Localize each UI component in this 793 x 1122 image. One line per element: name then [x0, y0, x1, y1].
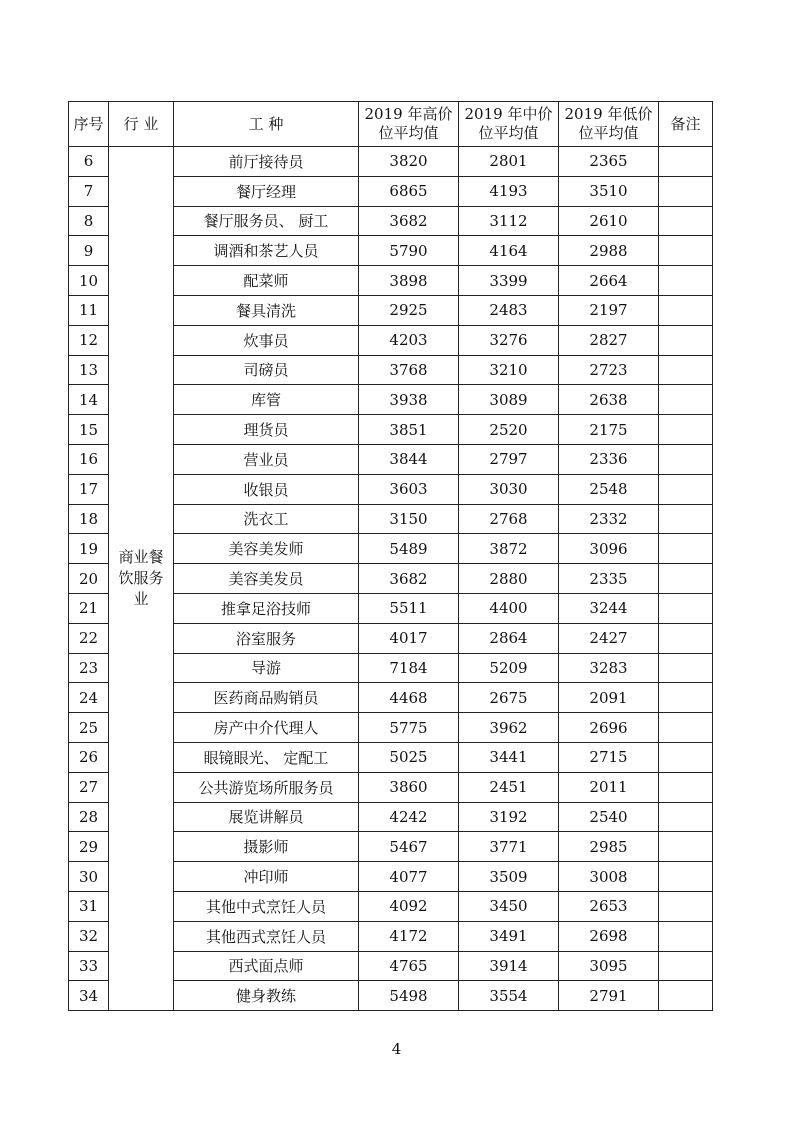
- cell-mid: 3089: [459, 385, 559, 415]
- cell-note: [659, 683, 713, 713]
- cell-mid: 3962: [459, 713, 559, 743]
- cell-mid: 2451: [459, 772, 559, 802]
- cell-high: 4468: [359, 683, 459, 713]
- cell-mid: 3192: [459, 802, 559, 832]
- cell-industry: 商业餐饮服务业: [109, 147, 174, 1011]
- cell-note: [659, 504, 713, 534]
- cell-note: [659, 862, 713, 892]
- cell-mid: 3554: [459, 981, 559, 1011]
- cell-low: 2091: [559, 683, 659, 713]
- cell-seq: 22: [69, 623, 109, 653]
- cell-seq: 29: [69, 832, 109, 862]
- cell-low: 2175: [559, 415, 659, 445]
- cell-seq: 10: [69, 266, 109, 296]
- cell-high: 3844: [359, 444, 459, 474]
- cell-job: 其他中式烹饪人员: [174, 891, 359, 921]
- cell-job: 医药商品购销员: [174, 683, 359, 713]
- cell-low: 2791: [559, 981, 659, 1011]
- header-low: 2019 年低价位平均值: [559, 102, 659, 147]
- page-number: 4: [391, 1040, 402, 1058]
- cell-low: 2988: [559, 236, 659, 266]
- cell-high: 5790: [359, 236, 459, 266]
- cell-job: 理货员: [174, 415, 359, 445]
- cell-job: 前厅接待员: [174, 147, 359, 177]
- cell-high: 4077: [359, 862, 459, 892]
- cell-note: [659, 713, 713, 743]
- cell-note: [659, 832, 713, 862]
- cell-seq: 9: [69, 236, 109, 266]
- cell-mid: 3914: [459, 951, 559, 981]
- cell-note: [659, 355, 713, 385]
- cell-seq: 13: [69, 355, 109, 385]
- cell-seq: 11: [69, 295, 109, 325]
- cell-low: 2827: [559, 325, 659, 355]
- cell-low: 3008: [559, 862, 659, 892]
- cell-high: 3150: [359, 504, 459, 534]
- cell-low: 2332: [559, 504, 659, 534]
- cell-seq: 20: [69, 564, 109, 594]
- cell-high: 3682: [359, 564, 459, 594]
- cell-seq: 16: [69, 444, 109, 474]
- cell-mid: 4400: [459, 593, 559, 623]
- cell-high: 4017: [359, 623, 459, 653]
- cell-high: 5025: [359, 742, 459, 772]
- cell-low: 2197: [559, 295, 659, 325]
- cell-seq: 8: [69, 206, 109, 236]
- cell-mid: 2801: [459, 147, 559, 177]
- table-body: [69, 147, 713, 1011]
- cell-job: 美容美发员: [174, 564, 359, 594]
- cell-mid: 2768: [459, 504, 559, 534]
- cell-mid: 3771: [459, 832, 559, 862]
- header-high: 2019 年高价位平均值: [359, 102, 459, 147]
- cell-mid: 2675: [459, 683, 559, 713]
- cell-note: [659, 266, 713, 296]
- cell-job: 司磅员: [174, 355, 359, 385]
- cell-mid: 3030: [459, 474, 559, 504]
- cell-seq: 26: [69, 742, 109, 772]
- cell-high: 5467: [359, 832, 459, 862]
- cell-mid: 3450: [459, 891, 559, 921]
- cell-mid: 2520: [459, 415, 559, 445]
- header-note: 备注: [659, 102, 713, 147]
- cell-job: 营业员: [174, 444, 359, 474]
- cell-note: [659, 564, 713, 594]
- cell-low: 3096: [559, 534, 659, 564]
- cell-job: 收银员: [174, 474, 359, 504]
- cell-note: [659, 772, 713, 802]
- cell-job: 导游: [174, 653, 359, 683]
- cell-mid: 2880: [459, 564, 559, 594]
- cell-mid: 3872: [459, 534, 559, 564]
- cell-mid: 3491: [459, 921, 559, 951]
- cell-seq: 34: [69, 981, 109, 1011]
- cell-low: 2335: [559, 564, 659, 594]
- cell-note: [659, 802, 713, 832]
- cell-note: [659, 236, 713, 266]
- cell-low: 3095: [559, 951, 659, 981]
- header-job: 工 种: [174, 102, 359, 147]
- header-industry: 行 业: [109, 102, 174, 147]
- cell-seq: 15: [69, 415, 109, 445]
- cell-seq: 14: [69, 385, 109, 415]
- cell-high: 4172: [359, 921, 459, 951]
- cell-note: [659, 653, 713, 683]
- cell-job: 餐厅经理: [174, 176, 359, 206]
- cell-high: 3603: [359, 474, 459, 504]
- cell-mid: 3112: [459, 206, 559, 236]
- cell-note: [659, 474, 713, 504]
- cell-job: 推拿足浴技师: [174, 593, 359, 623]
- cell-seq: 31: [69, 891, 109, 921]
- cell-job: 公共游览场所服务员: [174, 772, 359, 802]
- cell-low: 3283: [559, 653, 659, 683]
- cell-note: [659, 206, 713, 236]
- cell-note: [659, 325, 713, 355]
- cell-job: 眼镜眼光、 定配工: [174, 742, 359, 772]
- cell-low: 2698: [559, 921, 659, 951]
- wage-table: [68, 101, 713, 1011]
- cell-note: [659, 951, 713, 981]
- cell-low: 2653: [559, 891, 659, 921]
- cell-seq: 25: [69, 713, 109, 743]
- cell-job: 洗衣工: [174, 504, 359, 534]
- cell-high: 5498: [359, 981, 459, 1011]
- cell-note: [659, 981, 713, 1011]
- cell-low: 3244: [559, 593, 659, 623]
- cell-job: 其他西式烹饪人员: [174, 921, 359, 951]
- cell-seq: 23: [69, 653, 109, 683]
- cell-seq: 19: [69, 534, 109, 564]
- cell-mid: 4164: [459, 236, 559, 266]
- cell-seq: 12: [69, 325, 109, 355]
- cell-high: 4765: [359, 951, 459, 981]
- cell-note: [659, 385, 713, 415]
- cell-seq: 7: [69, 176, 109, 206]
- cell-job: 餐厅服务员、 厨工: [174, 206, 359, 236]
- cell-high: 3860: [359, 772, 459, 802]
- cell-low: 2610: [559, 206, 659, 236]
- cell-high: 4203: [359, 325, 459, 355]
- cell-seq: 33: [69, 951, 109, 981]
- cell-low: 2723: [559, 355, 659, 385]
- cell-high: 3851: [359, 415, 459, 445]
- cell-high: 4092: [359, 891, 459, 921]
- cell-job: 摄影师: [174, 832, 359, 862]
- cell-note: [659, 176, 713, 206]
- cell-note: [659, 534, 713, 564]
- cell-mid: 3276: [459, 325, 559, 355]
- cell-low: 3510: [559, 176, 659, 206]
- cell-seq: 24: [69, 683, 109, 713]
- cell-low: 2427: [559, 623, 659, 653]
- cell-note: [659, 921, 713, 951]
- cell-note: [659, 891, 713, 921]
- cell-job: 调酒和茶艺人员: [174, 236, 359, 266]
- cell-high: 3938: [359, 385, 459, 415]
- cell-high: 4242: [359, 802, 459, 832]
- cell-mid: 3441: [459, 742, 559, 772]
- cell-high: 3682: [359, 206, 459, 236]
- cell-mid: 2864: [459, 623, 559, 653]
- header-row: [69, 102, 713, 147]
- cell-seq: 27: [69, 772, 109, 802]
- cell-seq: 21: [69, 593, 109, 623]
- cell-high: 7184: [359, 653, 459, 683]
- cell-note: [659, 295, 713, 325]
- cell-note: [659, 742, 713, 772]
- cell-seq: 28: [69, 802, 109, 832]
- cell-job: 餐具清洗: [174, 295, 359, 325]
- cell-job: 美容美发师: [174, 534, 359, 564]
- cell-low: 2540: [559, 802, 659, 832]
- cell-low: 2664: [559, 266, 659, 296]
- cell-mid: 2797: [459, 444, 559, 474]
- cell-job: 展览讲解员: [174, 802, 359, 832]
- cell-low: 2696: [559, 713, 659, 743]
- cell-low: 2548: [559, 474, 659, 504]
- cell-job: 浴室服务: [174, 623, 359, 653]
- cell-mid: 2483: [459, 295, 559, 325]
- cell-seq: 17: [69, 474, 109, 504]
- cell-seq: 18: [69, 504, 109, 534]
- cell-job: 库管: [174, 385, 359, 415]
- cell-low: 2336: [559, 444, 659, 474]
- cell-high: 3768: [359, 355, 459, 385]
- table-row: [69, 147, 713, 177]
- cell-note: [659, 623, 713, 653]
- cell-note: [659, 147, 713, 177]
- cell-seq: 6: [69, 147, 109, 177]
- cell-seq: 32: [69, 921, 109, 951]
- cell-mid: 4193: [459, 176, 559, 206]
- cell-high: 6865: [359, 176, 459, 206]
- cell-high: 3820: [359, 147, 459, 177]
- cell-mid: 3210: [459, 355, 559, 385]
- cell-job: 配菜师: [174, 266, 359, 296]
- cell-low: 2985: [559, 832, 659, 862]
- cell-job: 炊事员: [174, 325, 359, 355]
- header-seq: 序号: [69, 102, 109, 147]
- cell-low: 2638: [559, 385, 659, 415]
- header-mid: 2019 年中价位平均值: [459, 102, 559, 147]
- cell-job: 西式面点师: [174, 951, 359, 981]
- cell-high: 3898: [359, 266, 459, 296]
- cell-mid: 3509: [459, 862, 559, 892]
- cell-high: 5489: [359, 534, 459, 564]
- cell-low: 2011: [559, 772, 659, 802]
- cell-job: 冲印师: [174, 862, 359, 892]
- cell-low: 2715: [559, 742, 659, 772]
- cell-mid: 5209: [459, 653, 559, 683]
- cell-high: 5511: [359, 593, 459, 623]
- cell-high: 5775: [359, 713, 459, 743]
- cell-note: [659, 444, 713, 474]
- cell-low: 2365: [559, 147, 659, 177]
- cell-note: [659, 593, 713, 623]
- cell-mid: 3399: [459, 266, 559, 296]
- cell-job: 健身教练: [174, 981, 359, 1011]
- cell-high: 2925: [359, 295, 459, 325]
- cell-note: [659, 415, 713, 445]
- cell-seq: 30: [69, 862, 109, 892]
- cell-job: 房产中介代理人: [174, 713, 359, 743]
